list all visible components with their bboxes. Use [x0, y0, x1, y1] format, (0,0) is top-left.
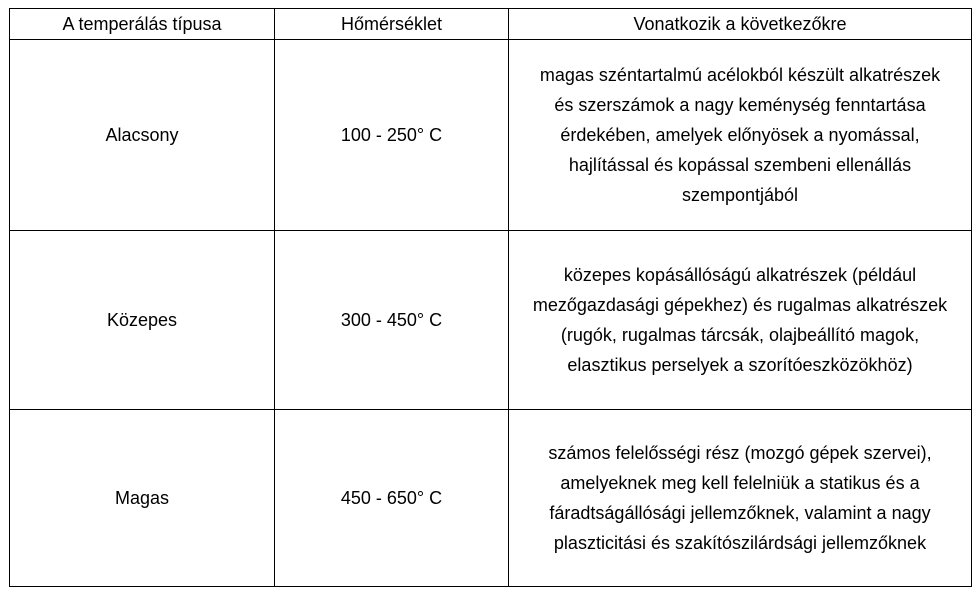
applies-line: fáradtságállósági jellemzőknek, valamint a nagy — [549, 503, 931, 523]
temperature-cell: 300 - 450° C — [275, 231, 509, 410]
applies-line: (rugók, rugalmas tárcsák, olajbeállító magok, — [560, 325, 920, 345]
header-type: A temperálás típusa — [10, 9, 275, 40]
temperature-cell: 100 - 250° C — [275, 40, 509, 231]
type-cell: Alacsony — [10, 40, 275, 231]
header-temperature: Hőmérséklet — [275, 9, 509, 40]
applies-line: plaszticitási és szakítószilárdsági jellemzőknek — [553, 533, 927, 553]
applies-line: számos felelősségi rész (mozgó gépek szervei), — [548, 443, 932, 463]
header-row — [10, 9, 972, 40]
applies-cell — [509, 410, 972, 587]
applies-line: magas széntartalmú acélokból készült alkatrészek — [539, 65, 941, 85]
applies-line: elasztikus perselyek a szorítóeszközökhöz) — [567, 355, 913, 375]
type-cell: Magas — [10, 410, 275, 587]
header-applies: Vonatkozik a következőkre — [509, 9, 972, 40]
applies-line: közepes kopásállóságú alkatrészek (például — [563, 265, 917, 285]
temperature-cell: 450 - 650° C — [275, 410, 509, 587]
tempering-table — [9, 8, 972, 587]
applies-line: és szerszámok a nagy keménység fenntartása — [554, 95, 926, 115]
table-row — [10, 410, 972, 587]
applies-line: mezőgazdasági gépekhez) és rugalmas alkatrészek — [532, 295, 948, 315]
applies-line: érdekében, amelyek előnyösek a nyomással, — [560, 125, 920, 145]
applies-cell — [509, 231, 972, 410]
applies-line: hajlítással és kopással szembeni ellenállás — [568, 155, 912, 175]
applies-line: szempontjából — [681, 185, 799, 205]
applies-line: amelyeknek meg kell felelniük a statikus és a — [560, 473, 920, 493]
table-row — [10, 40, 972, 231]
table-row — [10, 231, 972, 410]
applies-cell — [509, 40, 972, 231]
type-cell: Közepes — [10, 231, 275, 410]
